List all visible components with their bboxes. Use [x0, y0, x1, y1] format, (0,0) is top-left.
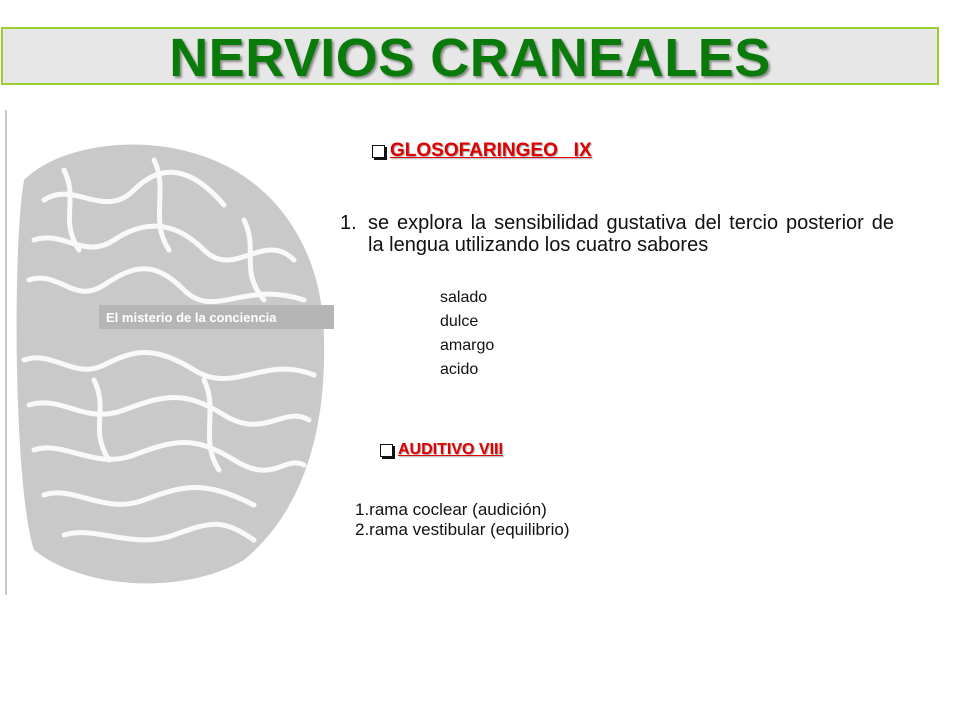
list-item-coclear: 1.rama coclear (audición) [355, 500, 547, 519]
brain-caption: El misterio de la conciencia [106, 310, 277, 325]
taste-list [440, 288, 494, 384]
list-item-vestibular: 2.rama vestibular (equilibrio) [355, 520, 570, 539]
auditivo-list [355, 500, 569, 540]
taste-amargo: amargo [440, 337, 495, 354]
list-item-sensibilidad [340, 212, 894, 256]
item-text: se explora la sensibilidad gustativa del tercio posterior de la lengua utilizando los cuatro sabores [368, 212, 894, 256]
item-number: 1. [340, 212, 357, 234]
brain-image [4, 110, 334, 595]
square-bullet-icon [372, 145, 385, 158]
taste-dulce: dulce [440, 313, 479, 330]
square-bullet-icon [380, 444, 393, 457]
heading-glosofaringeo-text: GLOSOFARINGEO IX [390, 140, 592, 161]
taste-acido: acido [440, 361, 479, 378]
heading-auditivo-text: AUDITIVO VIII [398, 441, 503, 458]
heading-glosofaringeo [372, 140, 592, 162]
taste-salado: salado [440, 289, 488, 306]
heading-auditivo [380, 441, 503, 459]
slide-title: NERVIOS CRANEALES [169, 28, 771, 88]
title-banner [1, 27, 939, 88]
